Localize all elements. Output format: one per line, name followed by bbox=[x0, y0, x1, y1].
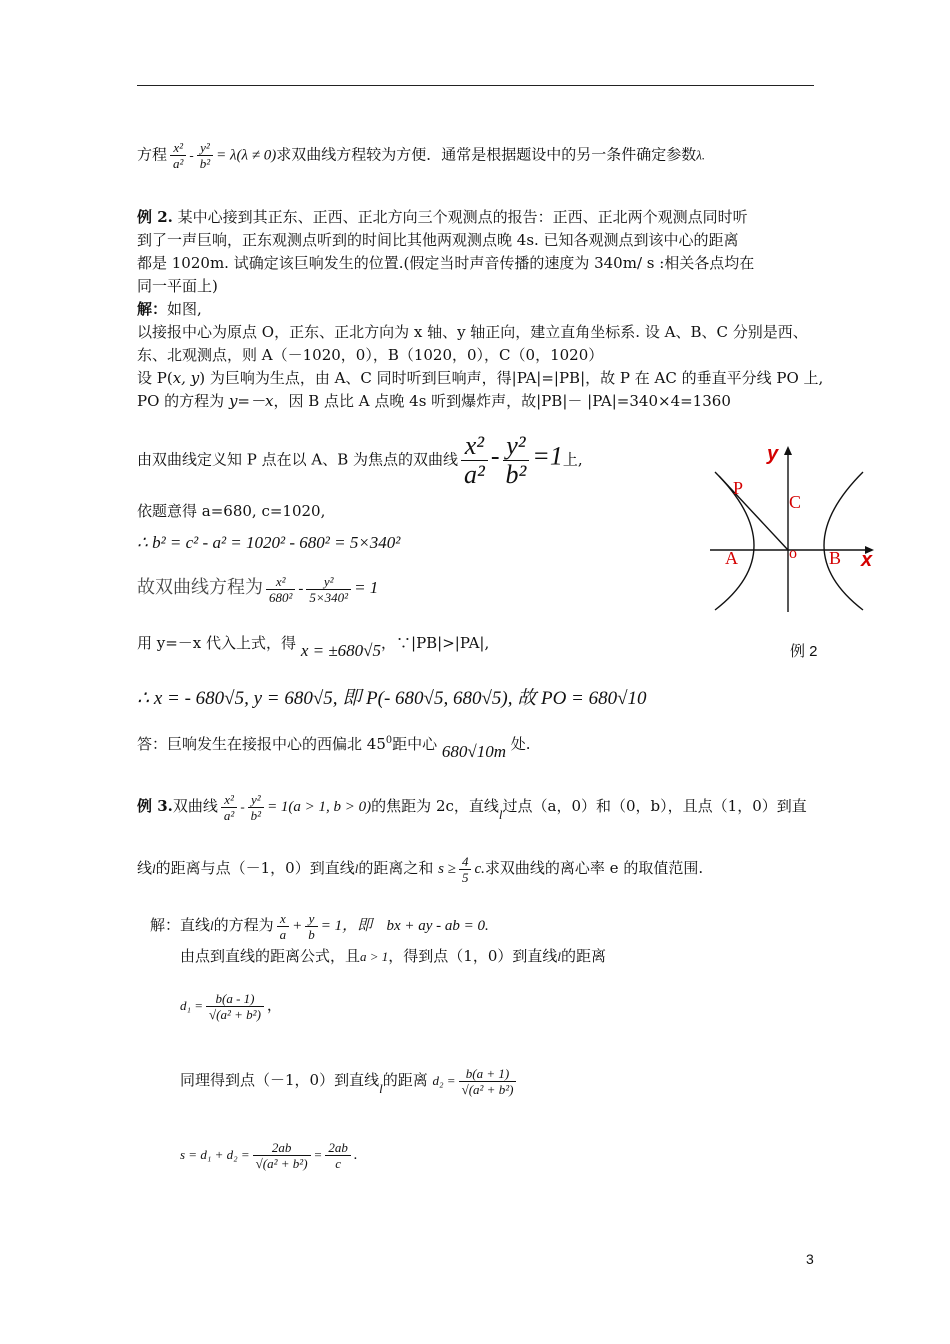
page-number: 3 bbox=[806, 1251, 814, 1267]
fraction: $\frac{y}{b}$ bbox=[305, 911, 318, 942]
given-values: 依题意得 a=680, c=1020, bbox=[137, 502, 326, 520]
fraction: $\frac{\text{y²}}{\text{b²}}$ bbox=[248, 792, 264, 823]
fraction: $\frac{2ab}{c}$ bbox=[325, 1140, 351, 1171]
intro-line: 方程 $\frac{\text{x²}}{\text{a²}}$ - $\frac{\text{y²}}{\text{b²}}$ = λ(λ ≠ 0)求双曲线方程较为方便．通常是根据题设中的另一条件确定参数λ. bbox=[137, 140, 706, 171]
label-a: A bbox=[725, 548, 738, 568]
figure-caption: 例 2 bbox=[790, 643, 818, 660]
distance-formula-line: 由点到直线的距离公式，且a > 1，得到点（1，0）到直线l的距离 bbox=[180, 947, 607, 965]
solution-line3: 东、北观测点，则 A（－1020，0），B（1020，0），C（0，1020） bbox=[137, 346, 604, 364]
fraction: $\frac{\text{y²}}{\text{b²}}$ bbox=[197, 140, 213, 171]
solution-line2: 以接报中心为原点 O，正东、正北方向为 x 轴、y 轴正向，建立直角坐标系. 设 A、B、C 分别是西、 bbox=[137, 323, 808, 341]
right-branch bbox=[824, 472, 863, 610]
label-o: o bbox=[789, 545, 797, 562]
y-axis-arrow bbox=[784, 446, 792, 455]
example3-solution-line: 解：直线l的方程为 $\frac{x}{a}$ + $\frac{y}{b}$ = 1，即 bx + ay - ab = 0. bbox=[150, 910, 489, 942]
label-p: P bbox=[733, 478, 744, 498]
example2-line2: 到了一声巨响，正东观测点听到的时间比其他两观测点晚 4s. 已知各观测点到该中心的距离 bbox=[137, 231, 739, 249]
fraction: $\frac{4}{5}$ bbox=[459, 854, 472, 885]
fraction: $\frac{2ab}{\text{√(a² + b²)}}$ bbox=[253, 1140, 311, 1171]
solution-line5: PO 的方程为 y=－x，因 B 点比 A 点晚 4s 听到爆炸声，故|PB|－ |PA|=340×4=1360 bbox=[137, 392, 731, 410]
fraction: $\frac{\text{x²}}{\text{a²}}$ bbox=[461, 432, 488, 489]
d2-line: 同理得到点（－1，0）到直线l的距离 d₂ = $\frac{b(a + 1)}{\text{√(a² + b²)}}$ bbox=[180, 1058, 519, 1103]
answer-line: 答：巨响发生在接报中心的西偏北 $45^0$距中心 680√10m 处. bbox=[137, 735, 531, 761]
s-formula: s = d₁ + d₂ = $\frac{2ab}{\text{√(a² + b²)}}$ = $\frac{2ab}{c}$ . bbox=[180, 1139, 358, 1171]
hyperbola-equation: 故双曲线方程为 $\frac{\text{x²}}{\text{680²}}$ - $\frac{\text{y²}}{\text{5×340²}}$ = 1 bbox=[137, 573, 379, 605]
label-c: C bbox=[789, 492, 802, 512]
fraction: $\frac{b(a + 1)}{\text{√(a² + b²)}}$ bbox=[459, 1066, 517, 1097]
d1-formula: d₁ = $\frac{b(a - 1)}{\text{√(a² + b²)}}$ ， bbox=[180, 990, 282, 1022]
solution-intro: 解：如图, bbox=[137, 300, 202, 318]
fraction: $\frac{\text{x²}}{\text{680²}}$ bbox=[266, 574, 295, 605]
point-p-result: ∴ x = - 680√5, y = 680√5, 即 P(- 680√5, 680√5), 故 PO = 680√10 bbox=[137, 688, 647, 709]
solution-line4: 设 P(x, y) 为巨响为生点，由 A、C 同时听到巨响声，得|PA|=|PB|，故 P 在 AC 的垂直平分线 PO 上, bbox=[137, 369, 824, 387]
substitution-line: 用 y=－x 代入上式，得 x = ±680√5，∵|PB|>|PA|, bbox=[137, 634, 490, 660]
label-y: y bbox=[767, 443, 779, 465]
example3-line2: 线l的距离与点（－1，0）到直线l的距离之和 s ≥ $\frac{4}{5}$ c.求双曲线的离心率 e 的取值范围. bbox=[137, 853, 704, 885]
b-squared-equation: ∴ b² = c² - a² = 1020² - 680² = 5×340² bbox=[137, 533, 401, 552]
fraction: $\frac{x}{a}$ bbox=[277, 911, 290, 942]
label-b: B bbox=[829, 548, 842, 568]
fraction: $\frac{b(a - 1)}{\text{√(a² + b²)}}$ bbox=[206, 991, 264, 1022]
fraction: $\frac{\text{y²}}{\text{5×340²}}$ bbox=[306, 574, 351, 605]
example2-line1: 例 2. 某中心接到其正东、正西、正北方向三个观测点的报告：正西、正北两个观测点同时听 bbox=[137, 208, 748, 226]
fraction: $\frac{\text{y²}}{\text{b²}}$ bbox=[503, 432, 530, 489]
hyperbola-figure bbox=[705, 440, 875, 620]
hyperbola-definition-line: 由双曲线定义知 P 点在以 A、B 为焦点的双曲线 $\frac{\text{x²}}{\text{a²}}$ - $\frac{\text{y²}}{\text{b²}}$ =1上, bbox=[137, 431, 583, 489]
example3-line1: 例 3.双曲线 $\frac{\text{x²}}{\text{a²}}$ - $\frac{\text{y²}}{\text{b²}}$ = 1(a > 1, b > 0)的焦距为 2c，直线l过点（a，0）和（0，b），且点（1，0）到直 bbox=[137, 791, 807, 823]
fraction: $\frac{\text{x²}}{\text{a²}}$ bbox=[170, 140, 186, 171]
label-x: x bbox=[861, 549, 873, 571]
header-rule bbox=[137, 85, 814, 86]
example2-line3: 都是 1020m. 试确定该巨响发生的位置.(假定当时声音传播的速度为 340m/ s :相关各点均在 bbox=[137, 254, 755, 272]
fraction: $\frac{\text{x²}}{\text{a²}}$ bbox=[221, 792, 237, 823]
example2-line4: 同一平面上) bbox=[137, 277, 218, 295]
